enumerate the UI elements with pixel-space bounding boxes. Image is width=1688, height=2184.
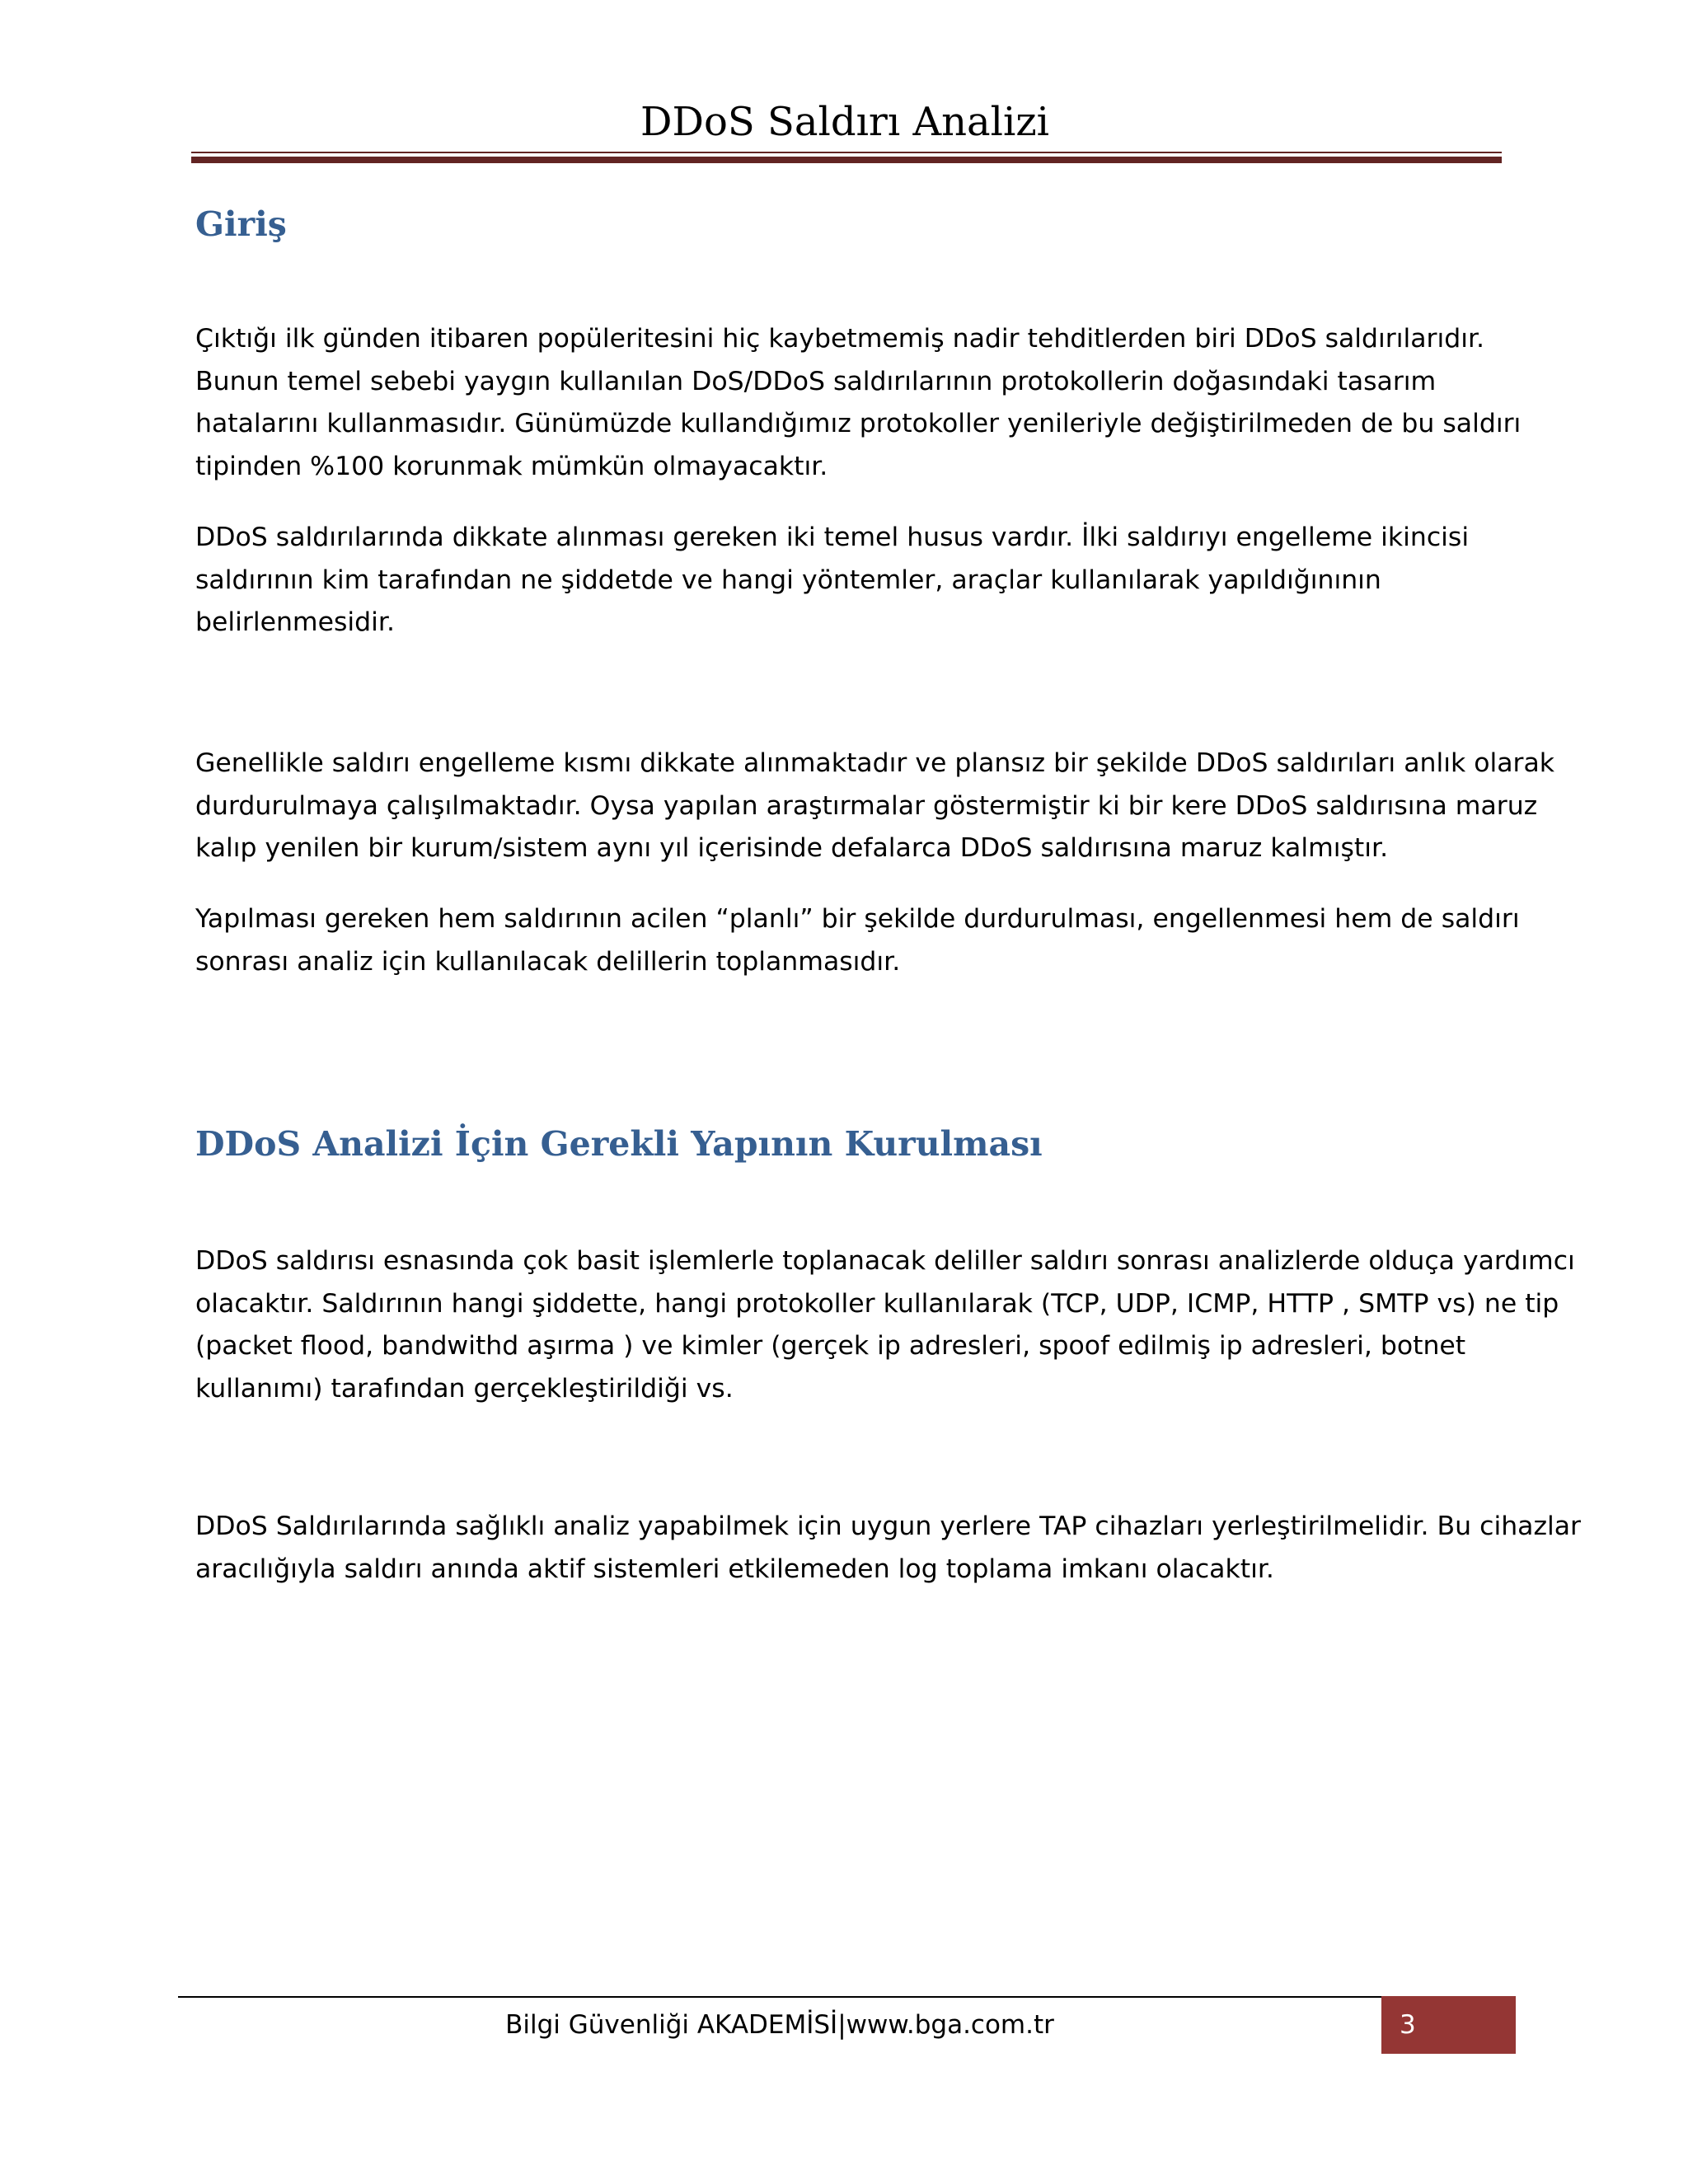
paragraph-line: kalıp yenilen bir kurum/sistem aynı yıl içerisinde defalarca DDoS saldırısına maruz kalmıştır. xyxy=(195,833,1389,863)
paragraph-line: DDoS Saldırılarında sağlıklı analiz yapabilmek için uygun yerlere TAP cihazları yerleştirilmelidir. Bu cihazlar xyxy=(195,1511,1582,1541)
paragraph-setup-2 xyxy=(195,1506,1582,1591)
paragraph-line: saldırının kim tarafından ne şiddetde ve hangi yöntemler, araçlar kullanılarak yapıldığınının xyxy=(195,565,1381,595)
paragraph-line: belirlenmesidir. xyxy=(195,607,395,637)
paragraph-line: sonrası analiz için kullanılacak delillerin toplanmasıdır. xyxy=(195,946,901,977)
paragraph-line: aracılığıyla saldırı anında aktif sistemleri etkilemeden log toplama imkanı olacaktır. xyxy=(195,1554,1274,1584)
paragraph-intro-1 xyxy=(195,318,1522,488)
section-heading-ddos-analizi: DDoS Analizi İçin Gerekli Yapının Kurulması xyxy=(195,1124,1043,1164)
paragraph-line: Yapılması gereken hem saldırının acilen “planlı” bir şekilde durdurulması, engellenmesi hem de saldırı xyxy=(195,904,1520,934)
paragraph-line: (packet flood, bandwithd aşırma ) ve kimler (gerçek ip adresleri, spoof edilmiş ip adresleri, botnet xyxy=(195,1331,1466,1361)
section-heading-giris: Giriş xyxy=(195,204,287,244)
paragraph-line: Genellikle saldırı engelleme kısmı dikkate alınmaktadır ve plansız bir şekilde DDoS saldırıları anlık olarak xyxy=(195,748,1555,778)
paragraph-intro-4 xyxy=(195,898,1520,983)
footer-text: Bilgi Güvenliği AKADEMİSİ|www.bga.com.tr xyxy=(505,2010,1054,2040)
paragraph-line: olacaktır. Saldırının hangi şiddette, hangi protokoller kullanılarak (TCP, UDP, ICMP, HTTP , SMTP vs) ne tip xyxy=(195,1288,1559,1319)
paragraph-line: Bunun temel sebebi yaygın kullanılan DoS/DDoS saldırılarının protokollerin doğasındaki tasarım xyxy=(195,366,1437,396)
paragraph-line: DDoS saldırılarında dikkate alınması gereken iki temel husus vardır. İlki saldırıyı engelleme ikincisi xyxy=(195,523,1470,552)
paragraph-setup-1 xyxy=(195,1240,1575,1410)
paragraph-line: hatalarını kullanmasıdır. Günümüzde kullandığımız protokoller yenileriyle değiştirilmeden de bu saldırı xyxy=(195,409,1522,438)
paragraph-intro-2 xyxy=(195,517,1514,644)
page-number-badge: 3 xyxy=(1381,1996,1516,2054)
paragraph-line: DDoS saldırısı esnasında çok basit işlemlerle toplanacak deliller saldırı sonrası analizlerde olduça yardımcı xyxy=(195,1246,1575,1276)
footer-rule xyxy=(178,1996,1381,1998)
paragraph-line: tipinden %100 korunmak mümkün olmayacaktır. xyxy=(195,451,828,481)
page-header-title: DDoS Saldırı Analizi xyxy=(640,99,1050,145)
paragraph-intro-3 xyxy=(195,743,1555,870)
header-rule-thin xyxy=(191,152,1502,153)
paragraph-line: durdurulmaya çalışılmaktadır. Oysa yapılan araştırmalar göstermiştir ki bir kere DDoS saldırısına maruz xyxy=(195,790,1538,821)
header-rule-thick xyxy=(191,157,1502,163)
paragraph-line: kullanımı) tarafından gerçekleştirildiği vs. xyxy=(195,1373,734,1404)
paragraph-line: Çıktığı ilk günden itibaren popüleritesini hiç kaybetmemiş nadir tehditlerden biri DDoS saldırılarıdır. xyxy=(195,324,1485,354)
